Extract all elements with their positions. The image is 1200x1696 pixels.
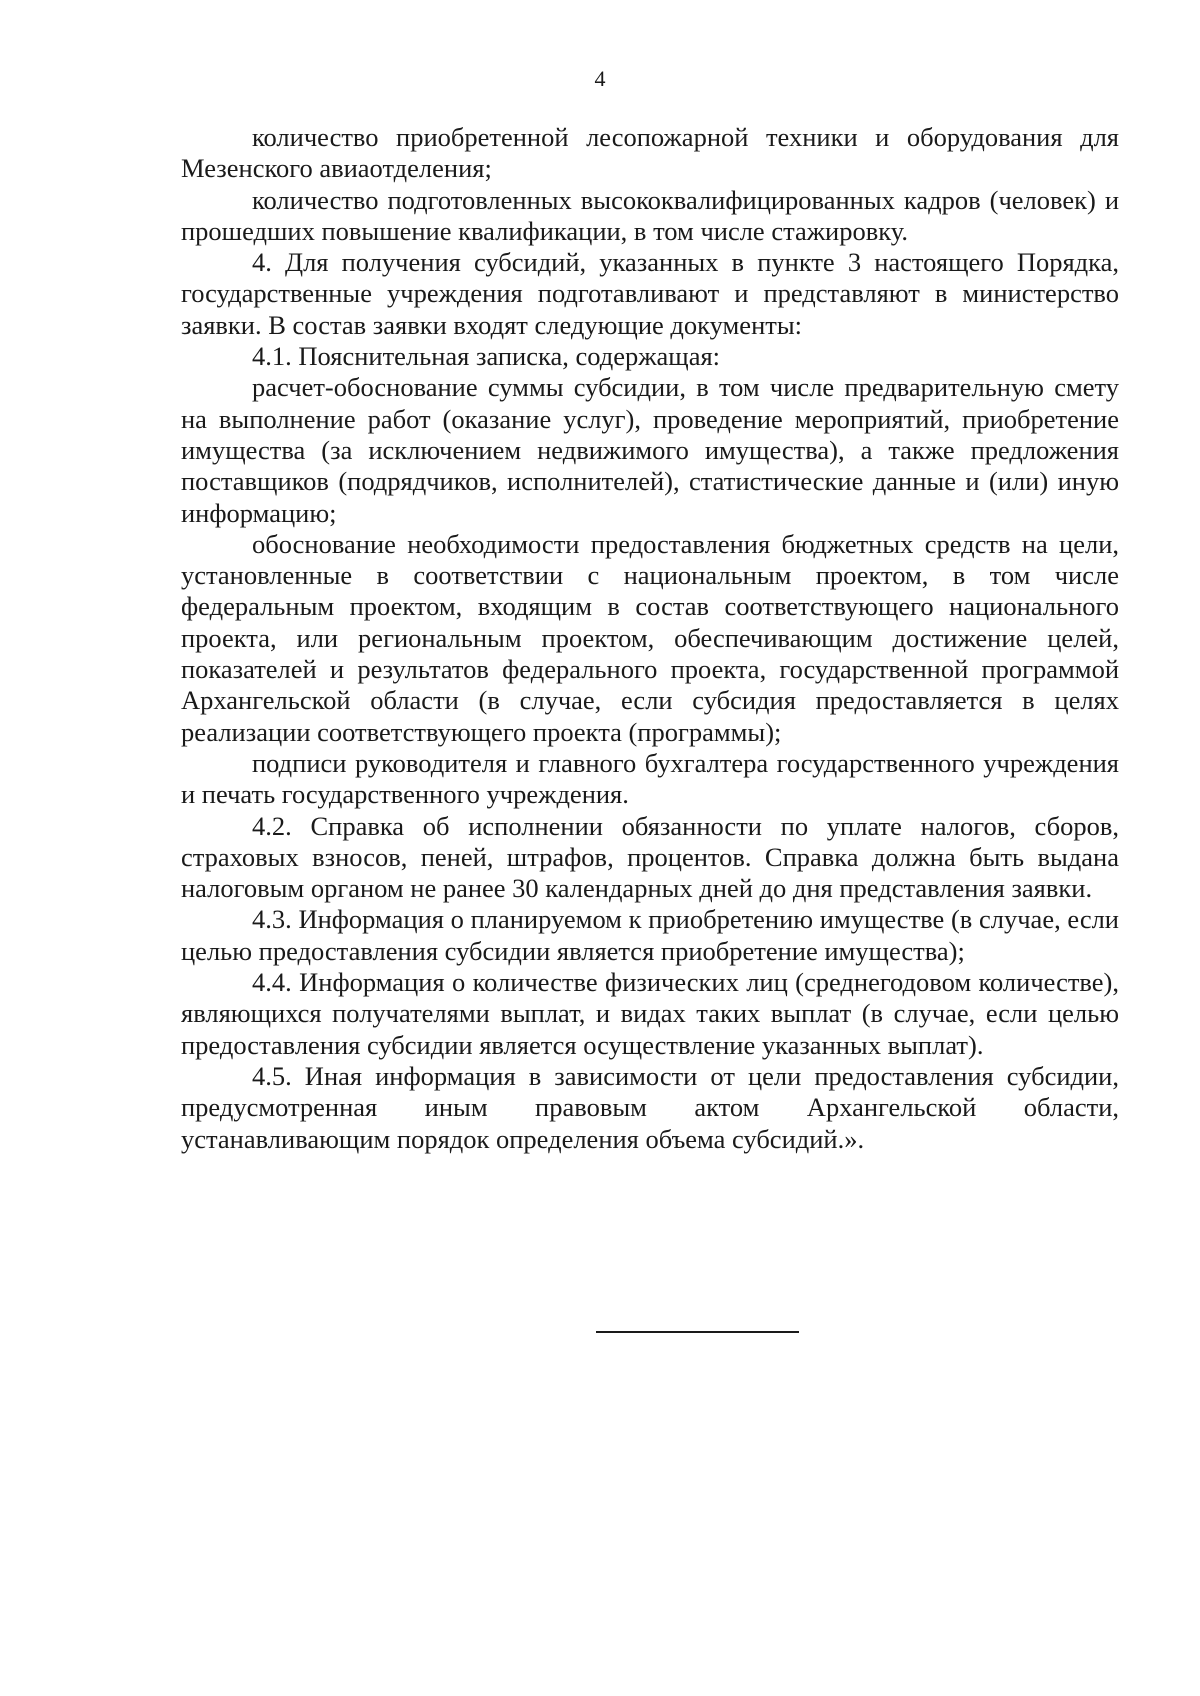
paragraph-signatures: подписи руководителя и главного бухгалтера государственного учреждения и печать государственного учреждения.: [181, 747, 1119, 810]
paragraph-personnel-count: количество подготовленных высококвалифицированных кадров (человек) и прошедших повышение квалификации, в том числе стажировку.: [181, 184, 1119, 246]
paragraph-item-4: 4. Для получения субсидий, указанных в пункте 3 настоящего Порядка, государственные учреждения подготавливают и представляют в министерство заявки. В состав заявки входят следующие документы:: [181, 247, 1119, 340]
paragraph-calculation: расчет-обоснование суммы субсидии, в том числе предварительную смету на выполнение работ (оказание услуг), проведение мероприятий, приобретение имущества (за исключением недвижимого имущества), а также предложения поставщиков (подрядчиков, исполнителей), статистические данные и (или) иную информацию;: [181, 372, 1119, 528]
closing-divider: [596, 1331, 799, 1333]
page-number: 4: [594, 66, 606, 91]
paragraph-item-4-4: 4.4. Информация о количестве физических лиц (среднегодовом количестве), являющихся получателями выплат, и видах таких выплат (в случае, если целью предоставления субсидии является осуществление указанных выплат).: [181, 967, 1119, 1060]
paragraph-item-4-1: 4.1. Пояснительная записка, содержащая:: [252, 341, 721, 372]
document-body: [181, 122, 1119, 1155]
paragraph-equipment-count: количество приобретенной лесопожарной техники и оборудования для Мезенского авиаотделения;: [181, 122, 1119, 184]
paragraph-justification: обоснование необходимости предоставления бюджетных средств на цели, установленные в соответствии с национальным проектом, в том числе федеральным проектом, входящим в состав соответствующего национального проекта, или региональным проектом, обеспечивающим достижение целей, показателей и результатов федерального проекта, государственной программой Архангельской области (в случае, если субсидия предоставляется в целях реализации соответствующего проекта (программы);: [181, 528, 1119, 747]
paragraph-item-4-5: 4.5. Иная информация в зависимости от цели предоставления субсидии, предусмотренная иным правовым актом Архангельской области, устанавливающим порядок определения объема субсидий.».: [181, 1060, 1119, 1154]
paragraph-item-4-3: 4.3. Информация о планируемом к приобретению имуществе (в случае, если целью предоставления субсидии является приобретение имущества);: [181, 904, 1119, 966]
paragraph-item-4-2: 4.2. Справка об исполнении обязанности по уплате налогов, сборов, страховых взносов, пеней, штрафов, процентов. Справка должна быть выдана налоговым органом не ранее 30 календарных дней до дня представления заявки.: [181, 810, 1119, 904]
